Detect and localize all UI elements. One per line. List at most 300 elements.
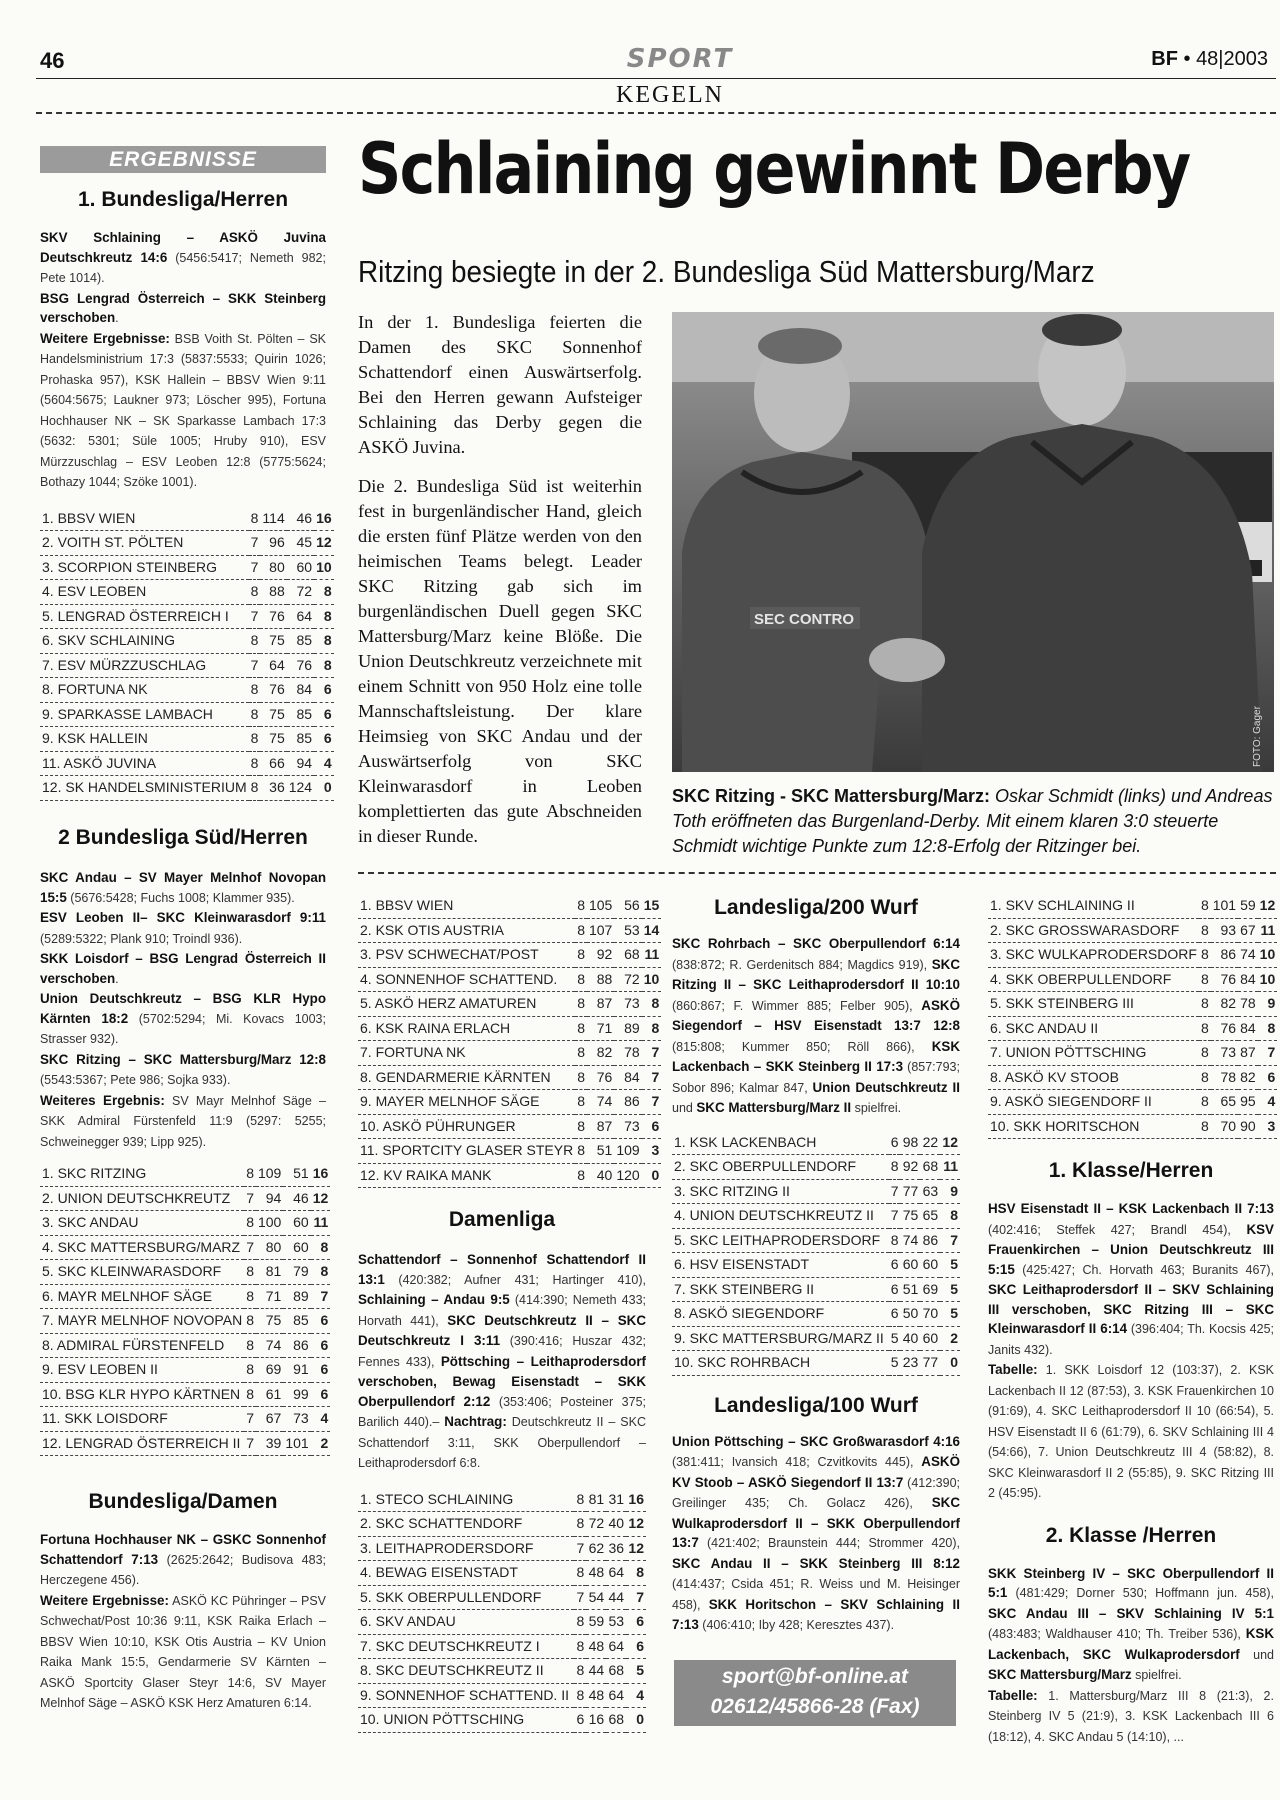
table-row <box>358 1114 661 1139</box>
table-points: 10 <box>642 967 662 992</box>
lg100-title: Landesliga/100 Wurf <box>714 1393 918 1417</box>
report-detail-run: (402:416; Steffek 427; Brandl 454), <box>988 1222 1247 1237</box>
games-played: 8 <box>575 1139 587 1164</box>
table-row <box>988 992 1277 1017</box>
team-name: 5. ASKÖ HERZ AMATUREN <box>358 992 575 1017</box>
contact-fax: 02612/45866-28 (Fax) <box>710 1695 920 1718</box>
points-against: 60 <box>920 1326 940 1351</box>
table-points: 3 <box>1258 1114 1278 1139</box>
report-detail-run: spielfrei. <box>1131 1668 1182 1682</box>
team-name: 1. KSK LACKENBACH <box>672 1131 889 1155</box>
report-bold-run: KSK Lackenbach, SKC Wulkaprodersdorf <box>988 1626 1274 1662</box>
table-points: 5 <box>940 1277 960 1302</box>
table-points: 10 <box>314 555 334 580</box>
table-row <box>988 1041 1277 1066</box>
bl-herren-table <box>40 507 334 801</box>
points-for: 48 <box>586 1683 606 1708</box>
points-against: 84 <box>287 678 314 703</box>
header-rule <box>36 78 1276 79</box>
games-played: 8 <box>575 1163 587 1188</box>
games-played: 8 <box>1199 918 1211 943</box>
points-against: 86 <box>283 1333 310 1358</box>
table-row <box>988 1114 1277 1139</box>
table-row <box>672 1302 960 1327</box>
table-points: 15 <box>642 894 662 918</box>
points-for: 107 <box>587 918 614 943</box>
table-row <box>988 1090 1277 1115</box>
games-played: 8 <box>1199 1114 1211 1139</box>
points-for: 82 <box>587 1041 614 1066</box>
table-row <box>988 943 1277 968</box>
kl2-title: 2. Klasse /Herren <box>1045 1523 1217 1547</box>
issue-number: 48|2003 <box>1196 48 1268 70</box>
kl1-report <box>988 1199 1274 1504</box>
report-detail-run: 1. Mattersburg/Marz III 8 (21:3), 2. Steinberg IV 5 (21:9), 3. KSK Lackenbach III 6 (18:12), 4. SKC Andau 5 (14:10), ... <box>988 1688 1274 1744</box>
games-played: 8 <box>244 1333 256 1358</box>
team-name: 6. MAYR MELNHOF SÄGE <box>40 1284 244 1309</box>
damen-bl-table <box>358 894 661 1188</box>
team-name: 3. LEITHAPRODERSDORF <box>358 1536 574 1561</box>
points-for: 76 <box>1211 967 1238 992</box>
team-name: 7. ESV MÜRZZUSCHLAG <box>40 653 249 678</box>
points-for: 87 <box>587 992 614 1017</box>
table-row <box>40 1260 330 1285</box>
points-for: 70 <box>1211 1114 1238 1139</box>
report-detail-run: . <box>115 311 119 325</box>
points-against: 78 <box>1238 992 1258 1017</box>
report-bold-run: SKC Andau III – SKV Schlaining IV 5:1 <box>988 1605 1274 1621</box>
damenliga-table <box>358 1488 646 1733</box>
points-for: 87 <box>587 1114 614 1139</box>
report-bold-run: SKC Wulkaprodersdorf II – SKK Oberpullendorf 13:7 <box>672 1495 960 1550</box>
points-against: 85 <box>283 1309 310 1334</box>
report-bold-run: SKC Leithaprodersdorf II – SKV Schlaining III verschoben, SKC Ritzing III – SKC Kleinwarasdorf II 6:14 <box>988 1282 1274 1336</box>
report-bold-run: KSV Frauenkirchen – Union Deutschkreutz III 5:15 <box>988 1221 1274 1277</box>
games-played: 8 <box>574 1488 586 1512</box>
report-bold-run: Weitere Ergebnisse: <box>40 330 170 346</box>
team-name: 6. HSV EISENSTADT <box>672 1253 889 1278</box>
table-points: 12 <box>626 1536 646 1561</box>
report-detail-run: BSB Voith St. Pölten – SK Handelsministrium 17:3 (5837:5533; Quirin 1026; Prohaska 957), KSK Hallein – BBSV Wien 9:11 (5604:5675; Laukner 973; Löscher 995), Fortuna Hochhauser NK – SK Sparkasse Lambach 17:3 (5632: 5301; Süle 1005; Hruby 910), ESV Mürzzuschlag – ESV Leoben 12:8 (5775:5624; Bothazy 1044; Szöke 1001). <box>40 331 326 489</box>
points-against: 84 <box>1238 967 1258 992</box>
points-for: 101 <box>1211 894 1238 918</box>
points-against: 73 <box>614 992 641 1017</box>
games-played: 8 <box>575 967 587 992</box>
points-for: 100 <box>256 1211 283 1236</box>
table-points: 7 <box>940 1228 960 1253</box>
points-for: 86 <box>1211 943 1238 968</box>
team-name: 7. FORTUNA NK <box>358 1041 575 1066</box>
bl-herren-report <box>40 228 326 493</box>
kl1-title: 1. Klasse/Herren <box>1048 1159 1214 1182</box>
points-for: 66 <box>260 751 286 776</box>
team-name: 9. MAYER MELNHOF SÄGE <box>358 1090 575 1115</box>
team-name: 4. SONNENHOF SCHATTEND. <box>358 967 575 992</box>
points-against: 94 <box>287 751 314 776</box>
team-name: 2. SKC SCHATTENDORF <box>358 1512 574 1537</box>
points-for: 67 <box>256 1407 283 1432</box>
table-points: 6 <box>314 727 334 752</box>
report-bold-run: Weiteres Ergebnis: <box>40 1092 165 1108</box>
table-points: 11 <box>940 1155 960 1180</box>
points-against: 82 <box>1238 1065 1258 1090</box>
points-for: 40 <box>587 1163 614 1188</box>
games-played: 8 <box>574 1610 586 1635</box>
team-name: 6. KSK RAINA ERLACH <box>358 1016 575 1041</box>
table-points: 6 <box>311 1309 331 1334</box>
publication-name: BF <box>1151 48 1178 70</box>
photo-credit: FOTO: Gager <box>1252 706 1263 767</box>
team-name: 4. ESV LEOBEN <box>40 580 249 605</box>
caption-text: Oskar Schmidt (links) und Andreas Toth eröffneten das Burgenland-Derby. Mit einem klaren 3:0 steuerte Schmidt wichtige Punkte zum 12:8-Erfolg der Ritzinger bei. <box>672 786 1273 856</box>
lg100-report <box>672 1432 960 1636</box>
points-against: 72 <box>287 580 314 605</box>
table-points: 6 <box>626 1634 646 1659</box>
headline: Schlaining gewinnt Derby <box>358 128 1190 210</box>
points-against: 51 <box>283 1162 310 1186</box>
report-bold-run: SKC Ritzing II – SKC Leithaprodersdorf II 10:10 <box>672 956 960 992</box>
games-played: 7 <box>244 1431 256 1456</box>
table-points: 2 <box>311 1431 331 1456</box>
points-against: 60 <box>287 555 314 580</box>
points-for: 75 <box>260 629 286 654</box>
table-points: 12 <box>626 1512 646 1537</box>
table-row <box>358 1561 646 1586</box>
team-name: 2. SKC OBERPULLENDORF <box>672 1155 889 1180</box>
team-name: 5. SKC LEITHAPRODERSDORF <box>672 1228 889 1253</box>
points-against: 78 <box>614 1041 641 1066</box>
points-against: 22 <box>920 1131 940 1155</box>
points-against: 85 <box>287 702 314 727</box>
page-number: 46 <box>40 48 65 73</box>
points-for: 39 <box>256 1431 283 1456</box>
report-bold-run: Schlaining – Andau 9:5 <box>358 1292 510 1307</box>
report-detail-run: spielfrei. <box>851 1101 902 1115</box>
points-for: 73 <box>1211 1041 1238 1066</box>
bl2-herren-table <box>40 1162 330 1456</box>
points-for: 88 <box>260 580 286 605</box>
games-played: 8 <box>249 507 261 531</box>
report-bold-run: KSK Lackenbach – SKK Steinberg II 17:3 <box>672 1038 960 1074</box>
table-row <box>40 1382 330 1407</box>
team-name: 9. SPARKASSE LAMBACH <box>40 702 249 727</box>
games-played: 8 <box>244 1358 256 1383</box>
points-against: 64 <box>606 1634 626 1659</box>
points-against: 65 <box>920 1204 940 1229</box>
points-for: 76 <box>587 1065 614 1090</box>
table-row <box>358 992 661 1017</box>
team-name: 9. ESV LEOBEN II <box>40 1358 244 1383</box>
table-row <box>40 1431 330 1456</box>
report-bold-run: ASKÖ KV Stoob – ASKÖ Siegendorf II 13:7 <box>672 1454 960 1490</box>
contact-box <box>674 1660 956 1726</box>
table-points: 12 <box>311 1186 331 1211</box>
table-row <box>672 1204 960 1229</box>
table-points: 11 <box>311 1211 331 1236</box>
team-name: 7. MAYR MELNHOF NOVOPAN <box>40 1309 244 1334</box>
table-row <box>40 1407 330 1432</box>
points-against: 68 <box>920 1155 940 1180</box>
table-points: 2 <box>940 1326 960 1351</box>
report-bold-run: ESV Leoben II– SKC Kleinwarasdorf 9:11 <box>40 910 326 925</box>
table-points: 7 <box>642 1090 662 1115</box>
lg200-table <box>672 1131 960 1376</box>
table-row <box>40 702 334 727</box>
report-bold-run: Union Deutschkreutz II <box>812 1079 960 1095</box>
games-played: 7 <box>244 1235 256 1260</box>
table-points: 16 <box>311 1162 331 1186</box>
games-played: 7 <box>244 1186 256 1211</box>
report-bold-run: Fortuna Hochhauser NK – GSKC Sonnenhof Schattendorf 7:13 <box>40 1532 326 1567</box>
report-bold-run: SKC Ritzing – SKC Mattersburg/Marz 12:8 <box>40 1051 326 1067</box>
report-detail-run: ASKÖ KC Pühringer – PSV Schwechat/Post 10:36 9:11, KSK Raika Erlach – BBSV Wien 10:10, KSK Otis Austria – KV Union Raika Mank 15:5, Gendarmerie SV Kärnten – ASKÖ Sportcity Glaser Steyr 14:6, SV Mayer Melnhof Säge – ASKÖ KSK Herz Amaturen 6:14. <box>40 1593 326 1710</box>
report-bold-run: Pöttsching – Leithaprodersdorf verschoben, Bewag Eisenstadt – SKK Oberpullendorf 2:12 <box>358 1353 646 1409</box>
report-bold-run: SKK Steinberg IV – SKC Oberpullendorf II 5:1 <box>988 1565 1274 1600</box>
table-row <box>40 1284 330 1309</box>
team-name: 3. PSV SCHWECHAT/POST <box>358 943 575 968</box>
report-detail-run: (481:429; Dorner 530; Hoffmann jun. 458), <box>1007 1586 1274 1600</box>
team-name: 7. SKC DEUTSCHKREUTZ I <box>358 1634 574 1659</box>
report-detail-run: (396:404; Th. Kocsis 425; Janits 432). <box>988 1322 1274 1357</box>
table-row <box>358 967 661 992</box>
report-detail-run: . <box>115 971 119 986</box>
points-against: 86 <box>614 1090 641 1115</box>
article-lead: In der 1. Bundesliga feierten die Damen des SKC Sonnenhof Schattendorf einen Auswärtserfolg. Bei den Herren gewann Aufsteiger Schlaining das Derby gegen die ASKÖ Juvina. <box>358 312 642 457</box>
table-points: 3 <box>642 1139 662 1164</box>
games-played: 7 <box>889 1179 901 1204</box>
points-against: 72 <box>614 967 641 992</box>
team-name: 4. SKC MATTERSBURG/MARZ <box>40 1235 244 1260</box>
report-bold-run: Schattendorf – Sonnenhof Schattendorf II 13:1 <box>358 1252 646 1287</box>
table-row <box>672 1155 960 1180</box>
table-row <box>40 1333 330 1358</box>
team-name: 5. SKK OBERPULLENDORF <box>358 1585 574 1610</box>
games-played: 8 <box>249 580 261 605</box>
games-played: 8 <box>575 1114 587 1139</box>
games-played: 7 <box>889 1204 901 1229</box>
contact-email[interactable]: sport@bf-online.at <box>721 1665 909 1688</box>
team-name: 2. SKC GROSSWARASDORF <box>988 918 1199 943</box>
table-row <box>358 1065 661 1090</box>
table-points: 6 <box>311 1333 331 1358</box>
table-points: 8 <box>1258 1016 1278 1041</box>
table-points: 7 <box>311 1284 331 1309</box>
report-detail-run: (5289:5322; Plank 910; Troindl 936). <box>40 931 243 946</box>
table-points: 6 <box>314 702 334 727</box>
table-points: 8 <box>311 1235 331 1260</box>
games-played: 8 <box>575 943 587 968</box>
team-name: 6. SKC ANDAU II <box>988 1016 1199 1041</box>
report-detail-run: (5702:5294; Mi. Kovacs 1003; Strasser 932). <box>40 1011 326 1046</box>
games-played: 7 <box>249 555 261 580</box>
jersey-text: SEC CONTRO <box>754 611 855 628</box>
table-row <box>358 1659 646 1684</box>
points-for: 64 <box>260 653 286 678</box>
table-points: 5 <box>940 1302 960 1327</box>
games-played: 8 <box>574 1659 586 1684</box>
table-row <box>672 1228 960 1253</box>
table-row <box>40 629 334 654</box>
points-against: 84 <box>614 1065 641 1090</box>
table-row <box>40 1309 330 1334</box>
table-points: 11 <box>642 943 662 968</box>
team-name: 2. KSK OTIS AUSTRIA <box>358 918 575 943</box>
games-played: 8 <box>1199 894 1211 918</box>
header-dashed-rule <box>36 112 1276 114</box>
points-against: 31 <box>606 1488 626 1512</box>
points-for: 96 <box>260 531 286 556</box>
report-bold-run: SKV Schlaining – ASKÖ Juvina Deutschkreutz 14:6 <box>40 230 326 265</box>
table-points: 8 <box>311 1260 331 1285</box>
games-played: 8 <box>575 1016 587 1041</box>
table-row <box>40 531 334 556</box>
points-against: 60 <box>920 1253 940 1278</box>
points-against: 53 <box>614 918 641 943</box>
points-for: 88 <box>587 967 614 992</box>
report-detail-run: (412:390; Greilinger 435; Ch. Golacz 426), <box>672 1475 960 1510</box>
damenliga-title: Damenliga <box>448 1208 556 1231</box>
points-for: 36 <box>260 776 286 801</box>
games-played: 7 <box>249 604 261 629</box>
lg100-table <box>988 894 1277 1139</box>
table-points: 11 <box>1258 918 1278 943</box>
points-for: 74 <box>256 1333 283 1358</box>
table-points: 0 <box>314 776 334 801</box>
games-played: 6 <box>889 1302 901 1327</box>
table-points: 6 <box>642 1114 662 1139</box>
points-for: 50 <box>900 1302 920 1327</box>
table-points: 8 <box>314 653 334 678</box>
table-points: 5 <box>940 1253 960 1278</box>
points-against: 59 <box>1238 894 1258 918</box>
team-name: 1. BBSV WIEN <box>40 507 249 531</box>
points-against: 60 <box>283 1235 310 1260</box>
games-played: 8 <box>244 1309 256 1334</box>
table-points: 4 <box>311 1407 331 1432</box>
report-bold-run: ASKÖ Siegendorf – HSV Eisenstadt 13:7 12:8 <box>672 997 960 1033</box>
bl-damen-report <box>40 1530 326 1714</box>
points-for: 81 <box>256 1260 283 1285</box>
games-played: 8 <box>244 1162 256 1186</box>
games-played: 8 <box>249 727 261 752</box>
games-played: 8 <box>574 1683 586 1708</box>
points-against: 86 <box>920 1228 940 1253</box>
table-points: 7 <box>642 1041 662 1066</box>
table-points: 12 <box>1258 894 1278 918</box>
games-played: 7 <box>574 1536 586 1561</box>
points-against: 87 <box>1238 1041 1258 1066</box>
points-against: 73 <box>614 1114 641 1139</box>
table-row <box>40 1162 330 1186</box>
table-points: 10 <box>1258 967 1278 992</box>
report-detail-run: (5456:5417; Nemeth 982; Pete 1014). <box>40 250 326 285</box>
table-points: 8 <box>642 1016 662 1041</box>
table-row <box>358 1041 661 1066</box>
report-bold-run: Union Deutschkreutz – BSG KLR Hypo Kärnten 18:2 <box>40 991 326 1026</box>
games-played: 8 <box>575 918 587 943</box>
table-points: 6 <box>1258 1065 1278 1090</box>
report-bold-run: Union Pöttsching – SKC Großwarasdorf 4:16 <box>672 1433 960 1449</box>
table-points: 4 <box>626 1683 646 1708</box>
points-for: 76 <box>260 678 286 703</box>
points-against: 109 <box>614 1139 641 1164</box>
games-played: 8 <box>1199 1016 1211 1041</box>
games-played: 8 <box>1199 967 1211 992</box>
team-name: 8. GENDARMERIE KÄRNTEN <box>358 1065 575 1090</box>
table-row <box>358 1708 646 1733</box>
table-row <box>988 1065 1277 1090</box>
report-detail-run: und <box>672 1101 697 1115</box>
points-for: 80 <box>260 555 286 580</box>
points-against: 73 <box>283 1407 310 1432</box>
games-played: 8 <box>575 1041 587 1066</box>
team-name: 9. ASKÖ SIEGENDORF II <box>988 1090 1199 1115</box>
team-name: 11. ASKÖ JUVINA <box>40 751 249 776</box>
results-label: ERGEBNISSE <box>40 146 326 173</box>
points-for: 71 <box>587 1016 614 1041</box>
table-row <box>40 507 334 531</box>
table-row <box>358 1488 646 1512</box>
team-name: 12. LENGRAD ÖSTERREICH II <box>40 1431 244 1456</box>
points-against: 79 <box>283 1260 310 1285</box>
table-row <box>358 1634 646 1659</box>
photo-caption <box>672 784 1276 859</box>
team-name: 5. SKC KLEINWARASDORF <box>40 1260 244 1285</box>
team-name: 8. ADMIRAL FÜRSTENFELD <box>40 1333 244 1358</box>
points-for: 54 <box>586 1585 606 1610</box>
table-row <box>40 604 334 629</box>
points-against: 68 <box>606 1659 626 1684</box>
points-against: 89 <box>614 1016 641 1041</box>
table-points: 6 <box>314 678 334 703</box>
points-for: 75 <box>260 702 286 727</box>
games-played: 5 <box>889 1326 901 1351</box>
report-detail-run: SV Mayr Melnhof Säge – SKK Admiral Fürstenfeld 11:9 (5297: 5255; Schweinegger 939; Lipp 925). <box>40 1093 326 1149</box>
points-for: 16 <box>586 1708 606 1733</box>
games-played: 8 <box>575 894 587 918</box>
table-row <box>40 653 334 678</box>
table-points: 9 <box>1258 992 1278 1017</box>
team-name: 4. SKK OBERPULLENDORF <box>988 967 1199 992</box>
team-name: 7. SKK STEINBERG II <box>672 1277 889 1302</box>
table-row <box>358 894 661 918</box>
bl-damen-title: Bundesliga/Damen <box>88 1490 278 1513</box>
games-played: 8 <box>575 1090 587 1115</box>
team-name: 7. UNION PÖTTSCHING <box>988 1041 1199 1066</box>
table-row <box>40 1358 330 1383</box>
points-for: 65 <box>1211 1090 1238 1115</box>
team-name: 12. KV RAIKA MANK <box>358 1163 575 1188</box>
report-detail-run: (381:411; Ivansich 418; Czvitkovits 445), <box>672 1455 922 1469</box>
report-detail-run: (838:872; R. Gerdenitsch 884; Magdics 919), <box>672 957 932 972</box>
points-against: 68 <box>614 943 641 968</box>
report-detail-run: und <box>1239 1647 1274 1662</box>
bl-herren-block <box>40 188 332 801</box>
table-points: 10 <box>1258 943 1278 968</box>
points-for: 92 <box>900 1155 920 1180</box>
points-for: 51 <box>587 1139 614 1164</box>
points-against: 124 <box>287 776 314 801</box>
points-for: 81 <box>586 1488 606 1512</box>
report-bold-run: SKC Andau – SV Mayer Melnhof Novopan 15:5 <box>40 870 326 905</box>
table-row <box>672 1277 960 1302</box>
table-row <box>40 751 334 776</box>
points-for: 74 <box>900 1228 920 1253</box>
team-name: 10. UNION PÖTTSCHING <box>358 1708 574 1733</box>
points-against: 67 <box>1238 918 1258 943</box>
col2-block <box>358 894 660 1733</box>
points-against: 95 <box>1238 1090 1258 1115</box>
